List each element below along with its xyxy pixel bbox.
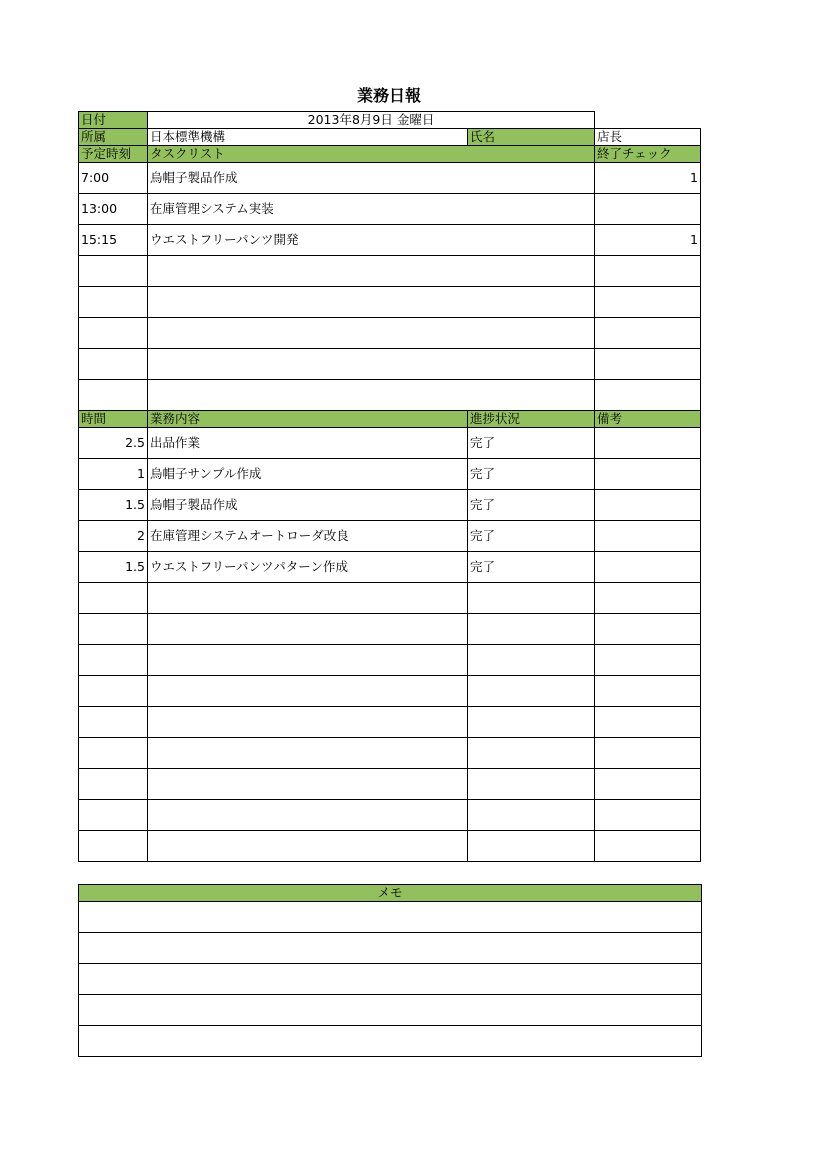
work-notes-cell[interactable] bbox=[595, 490, 701, 521]
task-time-cell[interactable] bbox=[79, 380, 148, 411]
task-time-cell[interactable]: 13:00 bbox=[79, 194, 148, 225]
work-row bbox=[79, 428, 701, 459]
work-status-cell[interactable] bbox=[468, 769, 595, 800]
affiliation-label: 所属 bbox=[79, 129, 148, 146]
memo-row bbox=[79, 995, 702, 1026]
work-content-cell[interactable]: 烏帽子製品作成 bbox=[148, 490, 468, 521]
work-notes-cell[interactable] bbox=[595, 800, 701, 831]
work-row bbox=[79, 645, 701, 676]
work-hours-cell[interactable]: 2.5 bbox=[79, 428, 148, 459]
task-name-cell[interactable] bbox=[148, 318, 595, 349]
name-label: 氏名 bbox=[468, 129, 595, 146]
work-row bbox=[79, 738, 701, 769]
work-hours-cell[interactable]: 1 bbox=[79, 459, 148, 490]
task-check-cell[interactable] bbox=[595, 194, 701, 225]
memo-header-row bbox=[79, 885, 702, 902]
task-name-cell[interactable]: 在庫管理システム実装 bbox=[148, 194, 595, 225]
work-hours-cell[interactable] bbox=[79, 645, 148, 676]
work-notes-cell[interactable] bbox=[595, 645, 701, 676]
work-header-row bbox=[79, 411, 701, 428]
work-row bbox=[79, 676, 701, 707]
name-value[interactable]: 店長 bbox=[595, 129, 701, 146]
work-notes-cell[interactable] bbox=[595, 521, 701, 552]
task-check-cell[interactable] bbox=[595, 318, 701, 349]
task-row bbox=[79, 163, 701, 194]
work-hours-header: 時間 bbox=[79, 411, 148, 428]
work-content-cell[interactable] bbox=[148, 707, 468, 738]
task-check-cell[interactable] bbox=[595, 256, 701, 287]
work-content-cell[interactable] bbox=[148, 769, 468, 800]
task-name-cell[interactable] bbox=[148, 287, 595, 318]
task-name-cell[interactable] bbox=[148, 256, 595, 287]
work-content-cell[interactable] bbox=[148, 676, 468, 707]
work-row bbox=[79, 490, 701, 521]
work-notes-header: 備考 bbox=[595, 411, 701, 428]
task-row bbox=[79, 380, 701, 411]
work-content-header: 業務内容 bbox=[148, 411, 468, 428]
report-table bbox=[78, 111, 701, 862]
work-status-cell[interactable]: 完了 bbox=[468, 428, 595, 459]
date-row bbox=[79, 112, 701, 129]
work-status-cell[interactable] bbox=[468, 583, 595, 614]
memo-cell[interactable] bbox=[79, 933, 702, 964]
work-content-cell[interactable] bbox=[148, 645, 468, 676]
task-name-cell[interactable] bbox=[148, 380, 595, 411]
work-status-cell[interactable]: 完了 bbox=[468, 552, 595, 583]
task-row bbox=[79, 225, 701, 256]
work-hours-cell[interactable] bbox=[79, 707, 148, 738]
work-content-cell[interactable]: 烏帽子サンプル作成 bbox=[148, 459, 468, 490]
task-check-cell[interactable] bbox=[595, 349, 701, 380]
task-list-header: タスクリスト bbox=[148, 146, 595, 163]
work-row bbox=[79, 583, 701, 614]
task-check-cell[interactable]: 1 bbox=[595, 225, 701, 256]
task-check-cell[interactable] bbox=[595, 287, 701, 318]
work-status-cell[interactable] bbox=[468, 614, 595, 645]
memo-cell[interactable] bbox=[79, 902, 702, 933]
memo-cell[interactable] bbox=[79, 964, 702, 995]
work-content-cell[interactable]: ウエストフリーパンツパターン作成 bbox=[148, 552, 468, 583]
work-hours-cell[interactable]: 1.5 bbox=[79, 552, 148, 583]
page-title: 業務日報 bbox=[356, 86, 421, 105]
work-notes-cell[interactable] bbox=[595, 831, 701, 862]
task-check-header: 終了チェック bbox=[595, 146, 701, 163]
date-value[interactable]: 2013年8月9日 金曜日 bbox=[148, 112, 595, 129]
task-time-cell[interactable]: 7:00 bbox=[79, 163, 148, 194]
task-row bbox=[79, 287, 701, 318]
task-time-cell[interactable] bbox=[79, 256, 148, 287]
work-notes-cell[interactable] bbox=[595, 738, 701, 769]
work-row bbox=[79, 769, 701, 800]
task-row bbox=[79, 349, 701, 380]
work-content-cell[interactable] bbox=[148, 614, 468, 645]
memo-cell[interactable] bbox=[79, 995, 702, 1026]
memo-row bbox=[79, 1026, 702, 1057]
work-row bbox=[79, 800, 701, 831]
work-row bbox=[79, 831, 701, 862]
work-notes-cell[interactable] bbox=[595, 614, 701, 645]
task-row bbox=[79, 318, 701, 349]
work-row bbox=[79, 552, 701, 583]
work-hours-cell[interactable] bbox=[79, 676, 148, 707]
work-content-cell[interactable]: 出品作業 bbox=[148, 428, 468, 459]
work-notes-cell[interactable] bbox=[595, 676, 701, 707]
task-time-cell[interactable] bbox=[79, 287, 148, 318]
date-label: 日付 bbox=[79, 112, 148, 129]
work-content-cell[interactable] bbox=[148, 583, 468, 614]
memo-row bbox=[79, 902, 702, 933]
work-hours-cell[interactable]: 1.5 bbox=[79, 490, 148, 521]
work-hours-cell[interactable] bbox=[79, 769, 148, 800]
task-name-cell[interactable]: ウエストフリーパンツ開発 bbox=[148, 225, 595, 256]
memo-row bbox=[79, 933, 702, 964]
task-time-cell[interactable] bbox=[79, 349, 148, 380]
task-row bbox=[79, 256, 701, 287]
work-notes-cell[interactable] bbox=[595, 707, 701, 738]
work-hours-cell[interactable] bbox=[79, 738, 148, 769]
memo-cell[interactable] bbox=[79, 1026, 702, 1057]
work-status-cell[interactable]: 完了 bbox=[468, 459, 595, 490]
work-notes-cell[interactable] bbox=[595, 428, 701, 459]
work-notes-cell[interactable] bbox=[595, 583, 701, 614]
work-status-cell[interactable] bbox=[468, 676, 595, 707]
work-status-cell[interactable]: 完了 bbox=[468, 521, 595, 552]
task-time-cell[interactable]: 15:15 bbox=[79, 225, 148, 256]
task-header-row bbox=[79, 146, 701, 163]
work-notes-cell[interactable] bbox=[595, 769, 701, 800]
work-row bbox=[79, 707, 701, 738]
work-status-cell[interactable]: 完了 bbox=[468, 490, 595, 521]
work-notes-cell[interactable] bbox=[595, 552, 701, 583]
work-row bbox=[79, 459, 701, 490]
work-hours-cell[interactable] bbox=[79, 583, 148, 614]
work-row bbox=[79, 521, 701, 552]
work-content-cell[interactable]: 在庫管理システムオートローダ改良 bbox=[148, 521, 468, 552]
work-content-cell[interactable] bbox=[148, 738, 468, 769]
affiliation-row bbox=[79, 129, 701, 146]
work-row bbox=[79, 614, 701, 645]
task-check-cell[interactable]: 1 bbox=[595, 163, 701, 194]
work-notes-cell[interactable] bbox=[595, 459, 701, 490]
affiliation-value[interactable]: 日本標準機構 bbox=[148, 129, 468, 146]
memo-row bbox=[79, 964, 702, 995]
work-status-cell[interactable] bbox=[468, 800, 595, 831]
task-time-cell[interactable] bbox=[79, 318, 148, 349]
memo-table bbox=[78, 884, 702, 1057]
work-hours-cell[interactable] bbox=[79, 614, 148, 645]
work-hours-cell[interactable] bbox=[79, 800, 148, 831]
work-hours-cell[interactable]: 2 bbox=[79, 521, 148, 552]
task-row bbox=[79, 194, 701, 225]
task-time-header: 予定時刻 bbox=[79, 146, 148, 163]
work-status-cell[interactable] bbox=[468, 707, 595, 738]
task-name-cell[interactable] bbox=[148, 349, 595, 380]
work-status-cell[interactable] bbox=[468, 738, 595, 769]
task-name-cell[interactable]: 烏帽子製品作成 bbox=[148, 163, 595, 194]
task-check-cell[interactable] bbox=[595, 380, 701, 411]
work-status-cell[interactable] bbox=[468, 645, 595, 676]
work-content-cell[interactable] bbox=[148, 800, 468, 831]
memo-header: メモ bbox=[79, 885, 702, 902]
work-status-header: 進捗状況 bbox=[468, 411, 595, 428]
work-content-cell[interactable] bbox=[148, 831, 468, 862]
work-status-cell[interactable] bbox=[468, 831, 595, 862]
work-hours-cell[interactable] bbox=[79, 831, 148, 862]
